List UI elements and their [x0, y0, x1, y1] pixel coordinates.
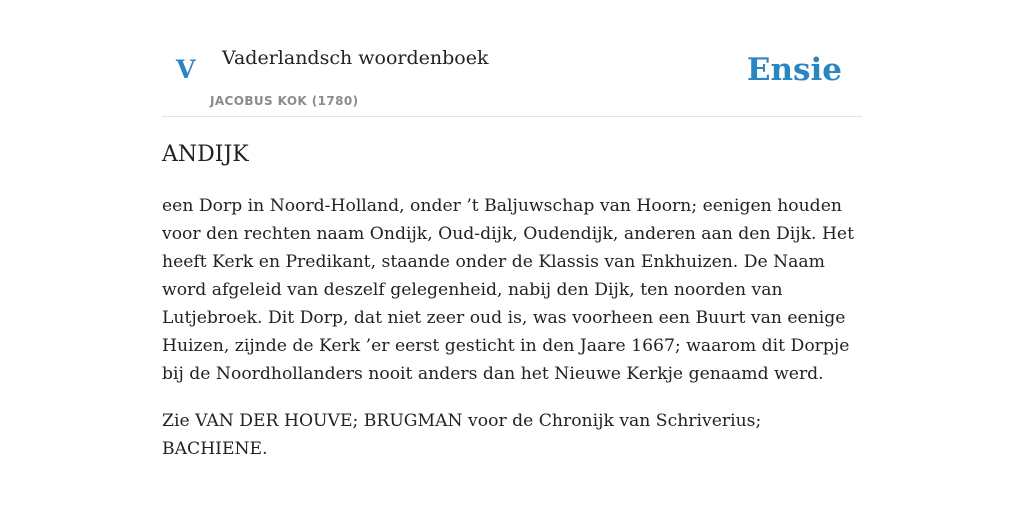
entry-title: ANDIJK [162, 142, 249, 167]
ensie-logo-link[interactable]: Ensie [746, 52, 842, 88]
header [162, 0, 862, 117]
book-author: JACOBUS KOK (1780) [210, 94, 359, 108]
entry-references: Zie VAN DER HOUVE; BRUGMAN voor de Chronijk van Schriverius; BACHIENE. [162, 411, 762, 459]
book-title-link[interactable]: Vaderlandsch woordenboek [222, 47, 489, 69]
entry-body: een Dorp in Noord-Holland, onder ’t Baljuwschap van Hoorn; eenigen houden voor den rechten naam Ondijk, Oud-dijk, Oudendijk, anderen aan den Dijk. Het heeft Kerk en Predikant, staande onder de Klassis van Enkhuizen. De Naam word afgeleid van deszelf gelegenheid, nabij den Dijk, ten noorden van Lutjebroek. Dit Dorp, dat niet zeer oud is, was voorheen een Buurt van eenige Huizen, zijnde de Kerk ’er eerst gesticht in den Jaare 1667; waarom dit Dorpje bij de Noordhollanders nooit anders dan het Nieuwe Kerkje genaamd werd. [162, 196, 855, 384]
book-letter-link[interactable]: V [176, 55, 196, 84]
